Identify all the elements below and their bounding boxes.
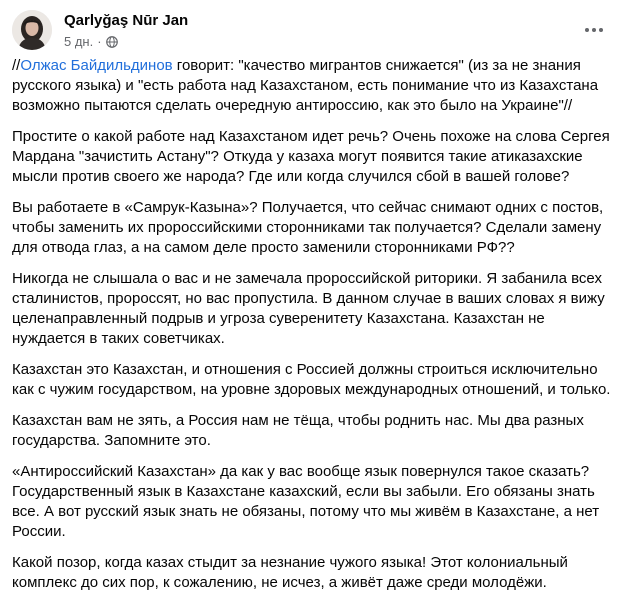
meta-separator: · — [97, 34, 102, 49]
paragraph-4: Никогда не слышала о вас и не замечала пророссийской риторики. Я забанила всех сталинистов, пророссят, но вас пропустила. В данном случае в ваших словах я вижу целенаправленный подрыв и угроза суверенитету Казахстана. Казахстан не нуждается в таких советчиках. — [12, 270, 605, 347]
paragraph-5: Казахстан это Казахстан, и отношения с Россией должны строиться исключительно как с чужим государством, на уровне здоровых международных отношений, и только. — [12, 361, 611, 398]
paragraph-8: Какой позор, когда казах стыдит за незнание чужого языка! Этот колониальный комплекс до сих пор, к сожалению, не исчез, а живёт даже среди молодёжи. — [12, 554, 568, 591]
paragraph-2: Простите о какой работе над Казахстаном идет речь? Очень похоже на слова Сергея Мардана "зачистить Астану"? Откуда у казаха могут появится такие атиказахские мысли против своего же народа? Где или когда случился сбой в вашей голове? — [12, 128, 610, 185]
post-time[interactable]: 5 дн. — [64, 34, 94, 49]
quote-prefix: // — [12, 57, 21, 74]
paragraph-1-text: говорит: "качество мигрантов снижается" (из за не знания русского языка) и "есть работа над Казахстаном, есть понимание что из Казахстана возможно пытаются сделать очередную антироссию, как это было на Украине"// — [12, 57, 599, 114]
avatar-photo — [12, 10, 52, 50]
post-meta — [64, 34, 118, 50]
globe-icon — [106, 36, 118, 48]
author-name[interactable]: Qarlyğaş Nūr Jan — [64, 12, 189, 29]
post-header — [12, 8, 612, 52]
paragraph-1 — [12, 56, 614, 116]
post-text — [12, 56, 614, 604]
avatar[interactable] — [12, 10, 52, 50]
mention-link[interactable]: Олжас Байдильдинов — [20, 57, 173, 74]
paragraph-3: Вы работаете в «Самрук-Казына»? Получается, что сейчас снимают одних с постов, чтобы заменить их пророссийскими сторонниками так получается? Сделали замену для отвода глаз, а на самом деле просто заменили сторонниками РФ?? — [12, 199, 604, 256]
more-options-icon[interactable] — [582, 18, 606, 42]
paragraph-6: Казахстан вам не зять, а Россия нам не тёща, чтобы роднить нас. Мы два разных государства. Запомните это. — [12, 412, 584, 449]
paragraph-7: «Антироссийский Казахстан» да как у вас вообще язык повернулся такое сказать? Государственный язык в Казахстане казахский, если вы забыли. Его обязаны знать все. А вот русский язык знать не обязаны, потому что мы живём в Казахстане, а нет России. — [12, 463, 600, 540]
